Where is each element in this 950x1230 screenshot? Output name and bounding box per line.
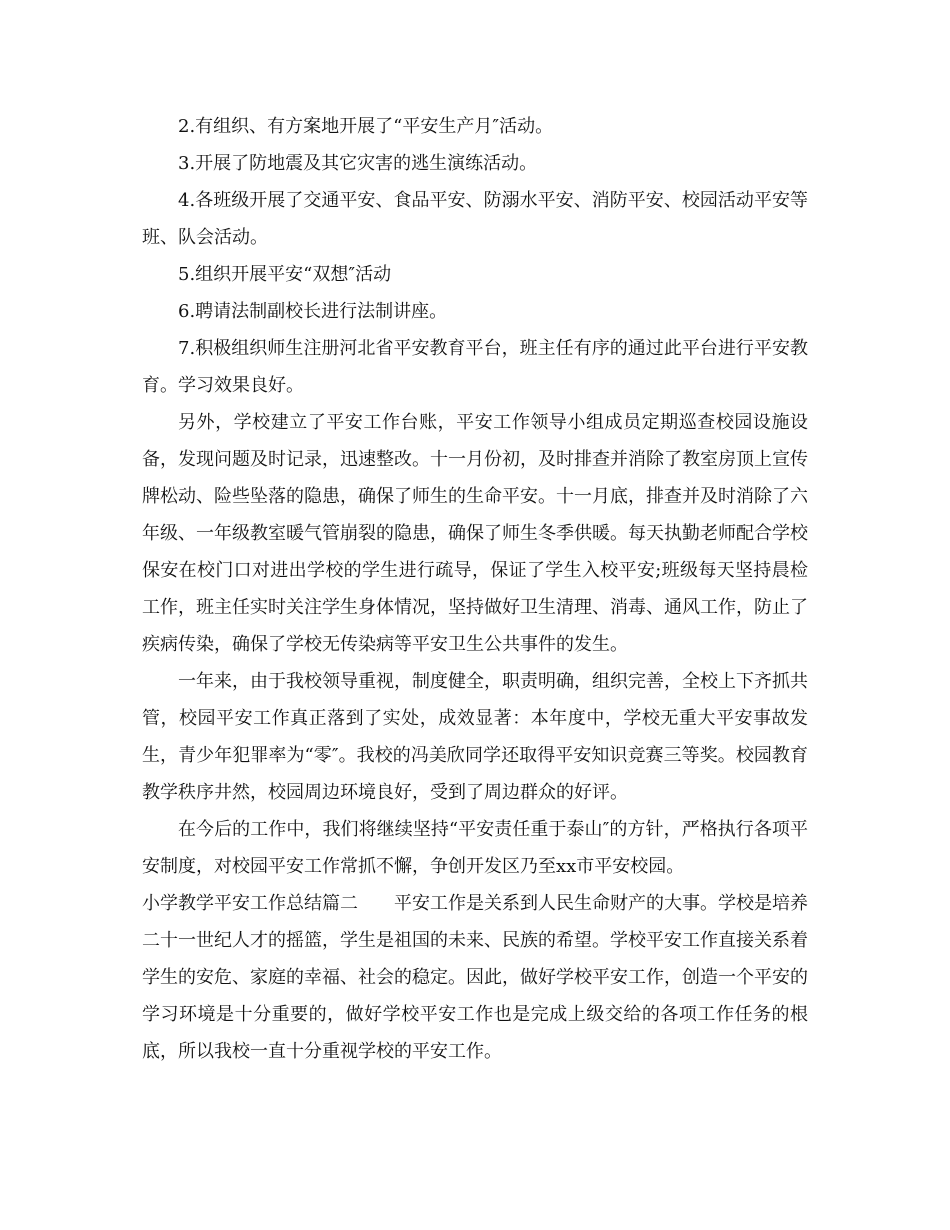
paragraph-item-5: 5.组织开展平安“双想″活动: [178, 264, 392, 285]
document-body: [142, 108, 808, 1070]
paragraph-annual-results: 一年来，由于我校领导重视，制度健全，职责明确，组织完善，全校上下齐抓共管，校园平安工作真正落到了实处，成效显著：本年度中，学校无重大平安事故发生，青少年犯罪率为“零″。我校的冯美欣同学还取得平安知识竞赛三等奖。校园教育教学秩序井然，校园周边环境良好，受到了周边群众的好评。: [142, 671, 808, 803]
paragraph-item-2: 2.有组织、有方案地开展了“平安生产月″活动。: [178, 116, 554, 137]
paragraph-item-6: 6.聘请法制副校长进行法制讲座。: [178, 301, 448, 322]
paragraph-item-4: 4.各班级开展了交通平安、食品平安、防溺水平安、消防平安、校园活动平安等班、队会活动。: [142, 190, 808, 248]
paragraph-section-two: 小学教学平安工作总结篇二 平安工作是关系到人民生命财产的大事。学校是培养二十一世纪人才的摇篮，学生是祖国的未来、民族的希望。学校平安工作直接关系着学生的安危、家庭的幸福、社会的稳定。因此，做好学校平安工作，创造一个平安的学习环境是十分重要的，做好学校平安工作也是完成上级交给的各项工作任务的根底，所以我校一直十分重视学校的平安工作。: [142, 893, 808, 1062]
paragraph-item-7: 7.积极组织师生注册河北省平安教育平台，班主任有序的通过此平台进行平安教育。学习效果良好。: [142, 338, 808, 396]
paragraph-future-work: 在今后的工作中，我们将继续坚持“平安责任重于泰山″的方针，严格执行各项平安制度，对校园平安工作常抓不懈，争创开发区乃至xx市平安校园。: [142, 819, 808, 877]
paragraph-additional-measures: 另外，学校建立了平安工作台账，平安工作领导小组成员定期巡查校园设施设备，发现问题及时记录，迅速整改。十一月份初，及时排查并消除了教室房顶上宣传牌松动、险些坠落的隐患，确保了师生的生命平安。十一月底，排查并及时消除了六年级、一年级教室暖气管崩裂的隐患，确保了师生冬季供暖。每天执勤老师配合学校保安在校门口对进出学校的学生进行疏导，保证了学生入校平安;班级每天坚持晨检工作，班主任实时关注学生身体情况，坚持做好卫生清理、消毒、通风工作，防止了疾病传染，确保了学校无传染病等平安卫生公共事件的发生。: [142, 412, 808, 655]
paragraph-item-3: 3.开展了防地震及其它灾害的逃生演练活动。: [178, 153, 538, 174]
